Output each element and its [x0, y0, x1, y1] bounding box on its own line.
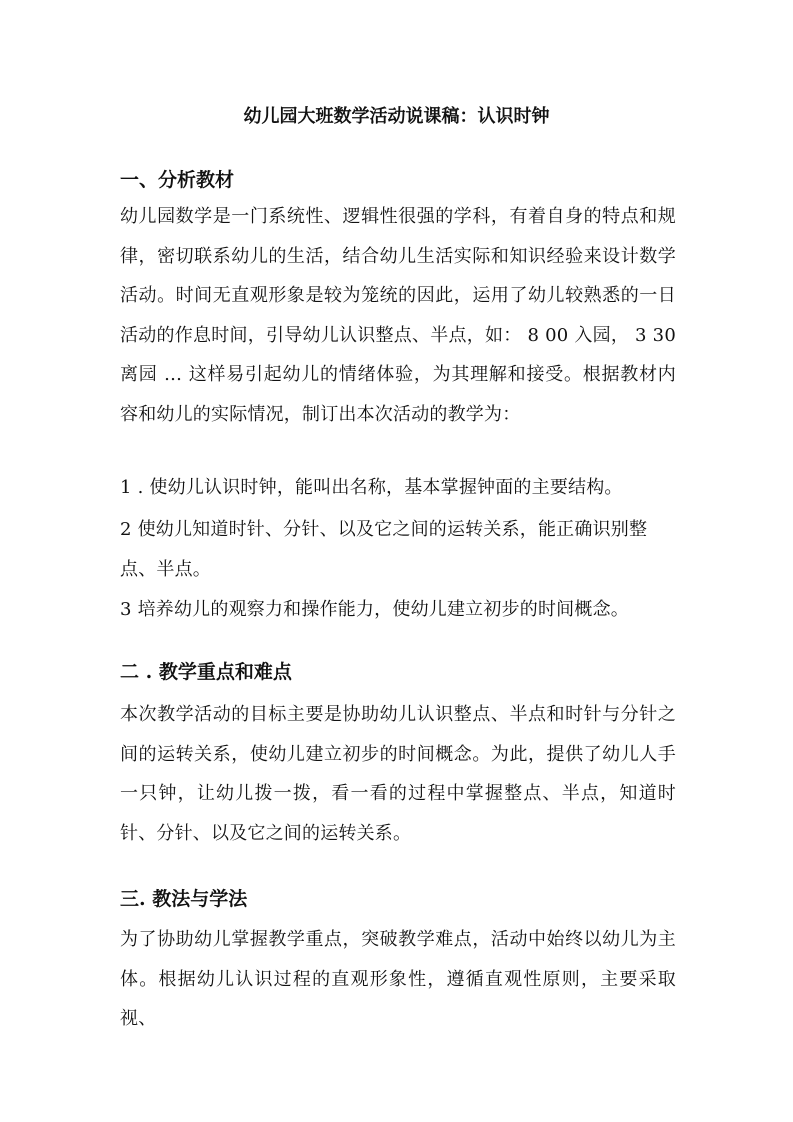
objective-item-1: 1 . 使幼儿认识时钟，能叫出名称，基本掌握钟面的主要结构。	[120, 477, 623, 498]
document-title: 幼儿园大班数学活动说课稿：认识时钟	[243, 106, 550, 127]
section-paragraph-3: 为了协助幼儿掌握教学重点，突破教学难点，活动中始终以幼儿为主体。根据幼儿认识过程的直观形象性，遵循直观性原则，主要采取视、	[120, 929, 676, 1029]
objective-item-2: 2 使幼儿知道时针、分针、以及它之间的运转关系，能正确识别整点、半点。	[120, 519, 648, 580]
section-heading-1: 一、分析教材	[120, 169, 235, 191]
section-heading-2: 二 . 教学重点和难点	[120, 661, 292, 683]
section-paragraph-2: 本次教学活动的目标主要是协助幼儿认识整点、半点和时针与分针之间的运转关系，使幼儿建立初步的时间概念。为此，提供了幼儿人手一只钟，让幼儿拨一拨，看一看的过程中掌握整点、半点，知道时针、分针、以及它之间的运转关系。	[120, 704, 676, 844]
objective-item-3: 3 培养幼儿的观察力和操作能力，使幼儿建立初步的时间概念。	[120, 599, 629, 620]
section-paragraph-1: 幼儿园数学是一门系统性、逻辑性很强的学科，有着自身的特点和规律，密切联系幼儿的生活，结合幼儿生活实际和知识经验来设计数学活动。时间无直观形象是较为笼统的因此，运用了幼儿较熟悉的一日活动的作息时间，引导幼儿认识整点、半点，如： 8 00 入园， 3 30 离园 … 这样易引起幼儿的情绪体验，为其理解和接受。根据教材内容和幼儿的实际情况，制订出本次活动的教学为：	[120, 206, 676, 425]
section-heading-3: 三. 教法与学法	[120, 888, 248, 910]
